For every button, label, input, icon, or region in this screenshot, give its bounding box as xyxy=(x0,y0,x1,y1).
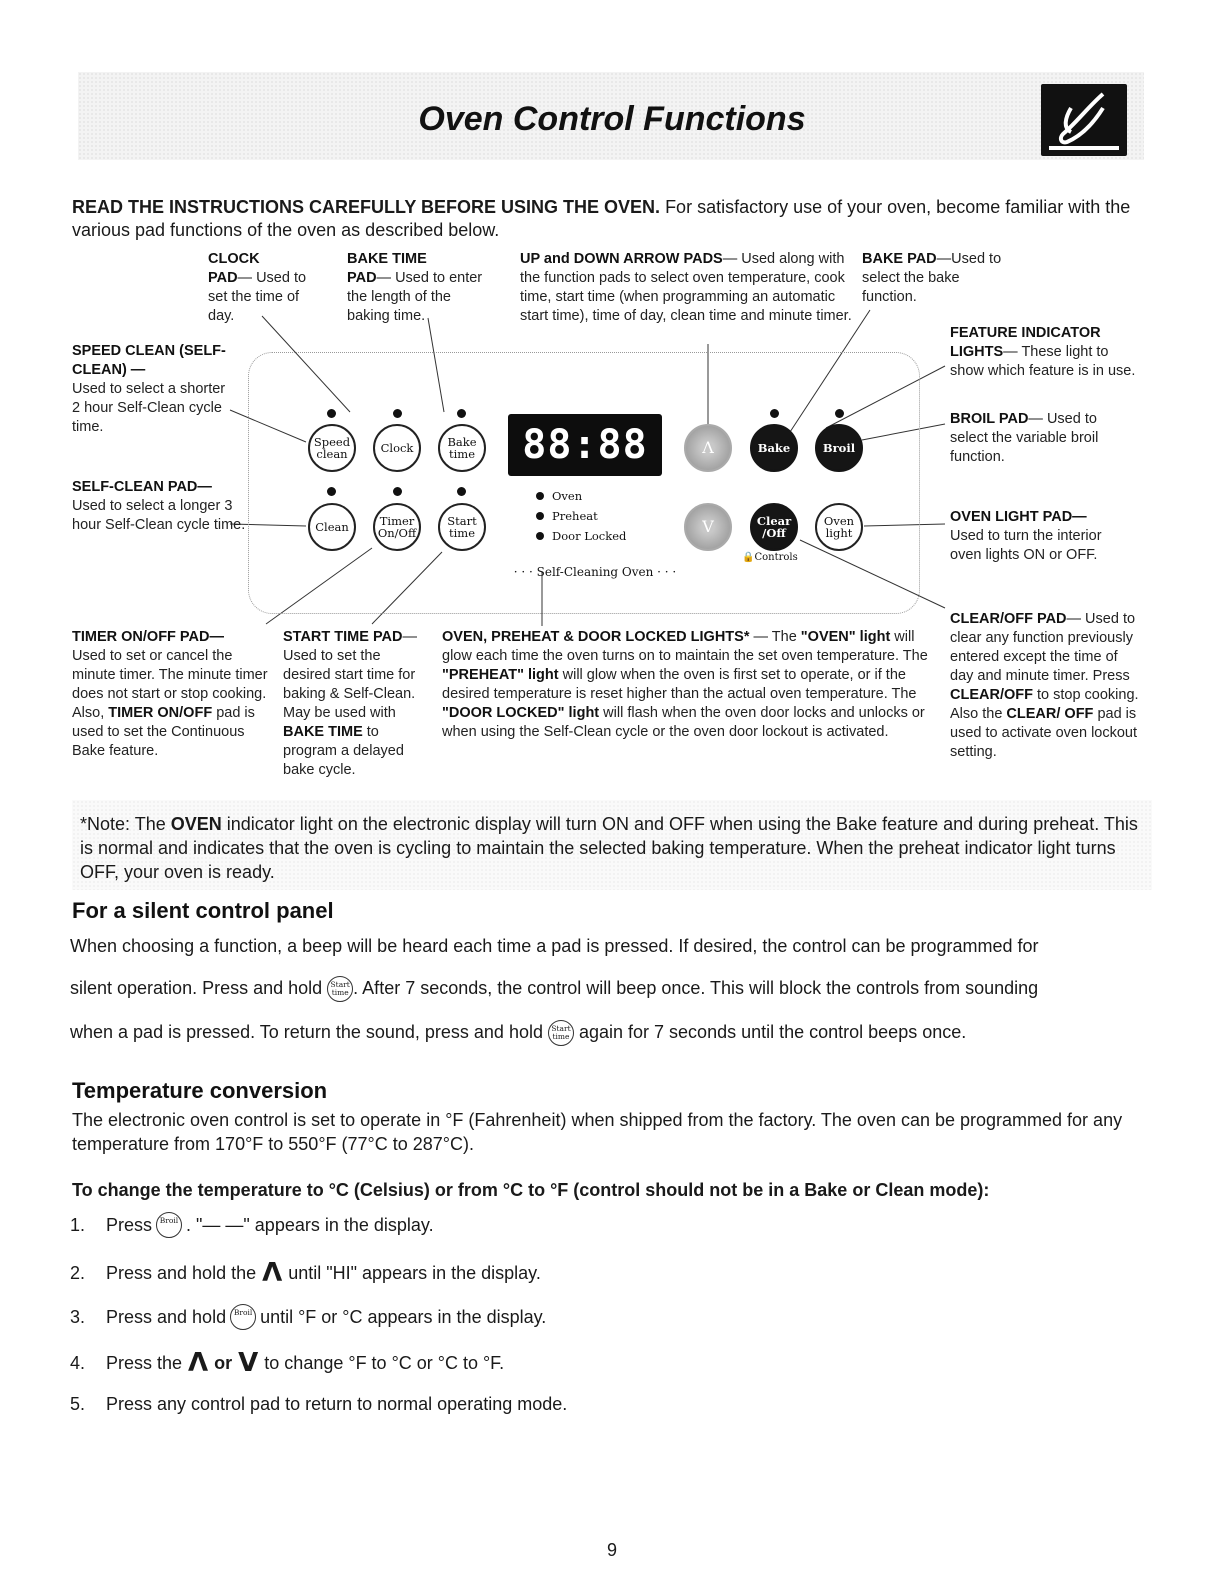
broil-inline-icon: Broil xyxy=(230,1304,256,1330)
up-arrow-icon: Λ xyxy=(188,1348,209,1378)
timer-pad-label: TIMER ON/OFF PAD— Used to set or cancel the minute timer. The minute timer does not start or stop cooking. Also, TIMER ON/OFF pad is used to set the Continuous Bake feature. xyxy=(72,629,268,759)
step-1: 1. Press Broil . "— —" appears in the display. xyxy=(70,1212,434,1238)
clock-pad-label: CLOCK PAD— Used to set the time of day. xyxy=(208,251,307,324)
preheat-indicator: Preheat xyxy=(552,509,598,523)
indicator-light xyxy=(457,409,466,418)
clear-off-pad-label: CLEAR/OFF PAD— Used to clear any function previously entered except the time of day and minute timer. Press CLEAR/OFF to stop cooking. Also the CLEAR/ OFF pad is used to activate oven lockout setting. xyxy=(950,611,1139,760)
timer-on-off-button[interactable]: Timer On/Off xyxy=(373,503,421,551)
clean-button[interactable]: Clean xyxy=(308,503,356,551)
step-5: 5. Press any control pad to return to normal operating mode. xyxy=(70,1394,568,1414)
up-arrow-button[interactable]: Λ xyxy=(684,424,732,472)
indicator-dot xyxy=(536,512,544,520)
feature-indicator-label: FEATURE INDICATOR LIGHTS— These light to show which feature is in use. xyxy=(950,325,1136,379)
clear-off-button[interactable]: Clear /Off xyxy=(750,503,798,551)
indicator-dot xyxy=(536,492,544,500)
self-cleaning-oven-label: · · · Self-Cleaning Oven · · · xyxy=(513,565,677,579)
start-time-button[interactable]: Start time xyxy=(438,503,486,551)
broil-button[interactable]: Broil xyxy=(815,424,863,472)
indicator-dot xyxy=(536,532,544,540)
step-2: 2. Press and hold the Λ until "HI" appears in the display. xyxy=(70,1258,541,1288)
broil-inline-icon: Broil xyxy=(156,1212,182,1238)
temperature-paragraph: The electronic oven control is set to operate in °F (Fahrenheit) when shipped from the factory. The oven can be programmed for any temperature from 170°F to 550°F (77°C to 287°C). xyxy=(72,1110,1123,1154)
temperature-subheading: To change the temperature to °C (Celsius) or from °C to °F (control should not be in a Bake or Clean mode): xyxy=(72,1180,990,1200)
indicator-light xyxy=(327,487,336,496)
controls-lock-label: 🔒Controls xyxy=(742,552,798,563)
silent-panel-heading: For a silent control panel xyxy=(72,898,334,923)
oven-lights-label: OVEN, PREHEAT & DOOR LOCKED LIGHTS* — The "OVEN" light will glow each time the oven turns on to maintain the set oven temperature. The "PREHEAT" light will glow when the oven is first set to operate, or if the desired temperature is reset higher than the actual oven temperature. The "DOOR LOCKED" light will flash when the oven door locks and unlocks or when using the Self-Clean cycle or the oven door lockout is activated. xyxy=(442,629,928,740)
silent-line-3: when a pad is pressed. To return the sound, press and hold Start time again for 7 seconds until the control beeps once. xyxy=(70,1020,1170,1046)
door-locked-indicator: Door Locked xyxy=(552,529,627,543)
indicator-light xyxy=(770,409,779,418)
indicator-light xyxy=(835,409,844,418)
start-time-inline-icon: Start time xyxy=(548,1020,574,1046)
speed-clean-label: SPEED CLEAN (SELF-CLEAN) — Used to select a shorter 2 hour Self-Clean cycle time. xyxy=(72,343,226,435)
indicator-light xyxy=(457,487,466,496)
up-arrow-icon: Λ xyxy=(262,1258,283,1288)
step-4: 4. Press the Λ or V to change °F to °C or °C to °F. xyxy=(70,1348,505,1378)
lock-icon: 🔒 xyxy=(742,552,755,563)
temperature-heading: Temperature conversion xyxy=(72,1078,328,1103)
bake-time-pad-label: BAKE TIME PAD— Used to enter the length of the baking time. xyxy=(347,251,483,324)
start-time-inline-icon: Start time xyxy=(327,976,353,1002)
down-arrow-icon: V xyxy=(238,1348,259,1378)
bake-pad-label: BAKE PAD—Used to select the bake function. xyxy=(862,251,1002,305)
step-3: 3. Press and hold Broil until °F or °C appears in the display. xyxy=(70,1304,546,1330)
intro-paragraph: READ THE INSTRUCTIONS CAREFULLY BEFORE USING THE OVEN. For satisfactory use of your oven, become familiar with the various pad functions of the oven as described below. xyxy=(72,197,1131,240)
note-text: *Note: The OVEN indicator light on the electronic display will turn ON and OFF when using the Bake feature and during preheat. This is normal and indicates that the oven is cycling to maintain the selected baking temperature. When the preheat indicator light turns OFF, your oven is ready. xyxy=(80,814,1138,882)
clock-button[interactable]: Clock xyxy=(373,424,421,472)
oven-logo-icon xyxy=(1041,84,1127,156)
broil-pad-label: BROIL PAD— Used to select the variable broil function. xyxy=(950,411,1099,465)
indicator-light xyxy=(393,487,402,496)
silent-line-1: When choosing a function, a beep will be heard each time a pad is pressed. If desired, the control can be programmed for xyxy=(70,936,1039,956)
indicator-light xyxy=(327,409,336,418)
speed-clean-button[interactable]: Speed clean xyxy=(308,424,356,472)
oven-indicator: Oven xyxy=(552,489,583,503)
bake-time-button[interactable]: Bake time xyxy=(438,424,486,472)
page-title: Oven Control Functions xyxy=(418,100,806,138)
oven-light-button[interactable]: Oven light xyxy=(815,503,863,551)
digital-display: 88:88 xyxy=(508,414,662,476)
oven-light-pad-label: OVEN LIGHT PAD— Used to turn the interior oven lights ON or OFF. xyxy=(950,509,1102,563)
indicator-lights-list xyxy=(536,486,626,546)
indicator-light xyxy=(393,409,402,418)
self-clean-pad-label: SELF-CLEAN PAD— Used to select a longer 3 hour Self-Clean cycle time. xyxy=(72,479,246,533)
page-number: 9 xyxy=(606,1540,617,1560)
arrow-pads-label: UP and DOWN ARROW PADS— Used along with the function pads to select oven temperature, cook time, start time (when programming an automatic start time), time of day, clean time and minute timer. xyxy=(520,251,852,324)
bake-button[interactable]: Bake xyxy=(750,424,798,472)
silent-line-2: silent operation. Press and hold Start time . After 7 seconds, the control will beep once. This will block the controls from sounding xyxy=(70,976,1170,1002)
down-arrow-button[interactable]: V xyxy=(684,503,732,551)
start-time-pad-label: START TIME PAD— Used to set the desired start time for baking & Self-Clean. May be used with BAKE TIME to program a delayed bake cycle. xyxy=(283,629,417,778)
